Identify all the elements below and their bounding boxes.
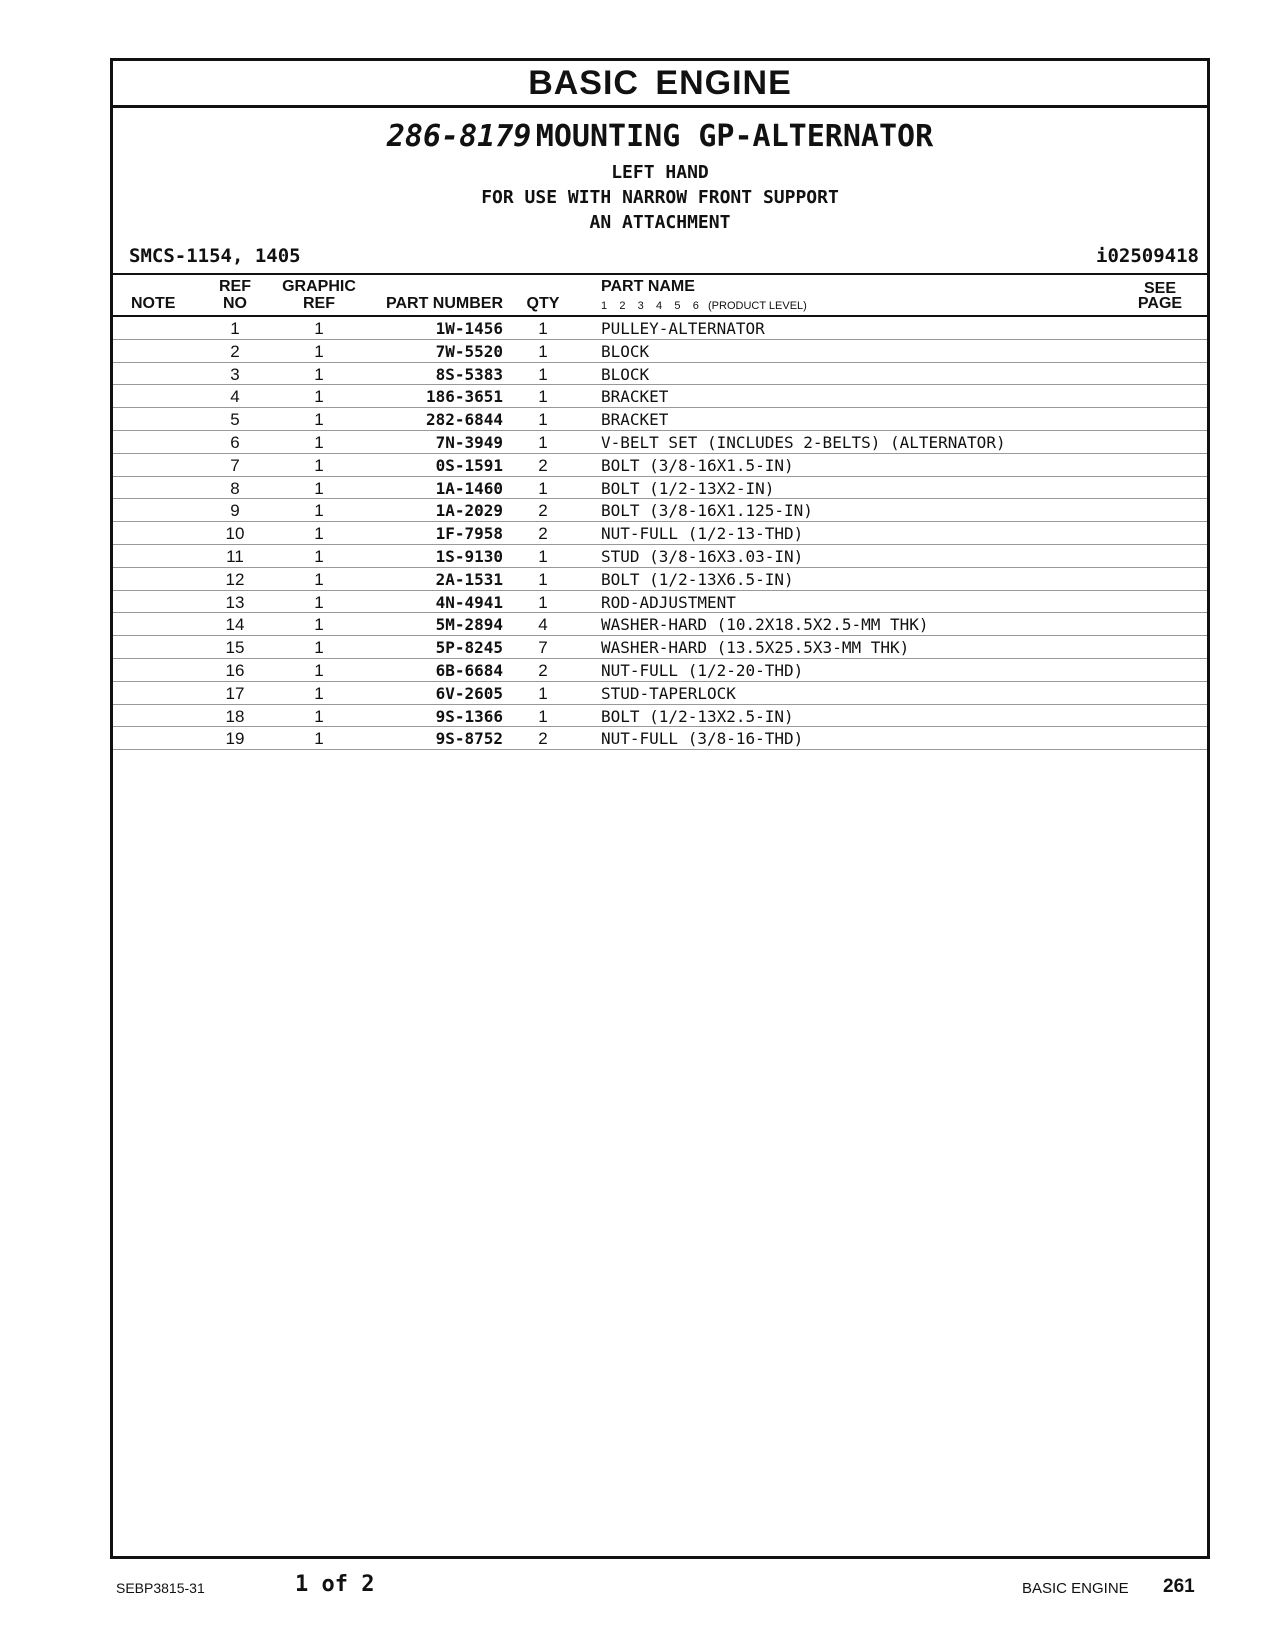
ref-no-cell: 14 [225, 615, 245, 635]
table-row [113, 385, 1207, 408]
part-number-cell: 7N-3949 [435, 432, 503, 452]
part-name-cell: NUT-FULL (3/8-16-THD) [601, 729, 804, 749]
table-row [113, 499, 1207, 522]
qty-cell: 1 [538, 364, 548, 384]
table-row [113, 568, 1207, 591]
table-row [113, 591, 1207, 614]
qty-cell: 1 [538, 432, 548, 452]
header-graphic-ref-line2: REF [303, 295, 335, 312]
part-name-cell: BOLT (3/8-16X1.125-IN) [601, 501, 813, 521]
section-title-bar [113, 61, 1207, 108]
part-name-cell: WASHER-HARD (10.2X18.5X2.5-MM THK) [601, 615, 929, 635]
page-footer [0, 1572, 1275, 1602]
graphic-ref-cell: 1 [314, 387, 324, 407]
group-title [113, 119, 1207, 160]
header-see-page-line1: SEE [1143, 280, 1176, 297]
graphic-ref-cell: 1 [314, 592, 324, 612]
part-number-cell: 1F-7958 [435, 524, 503, 544]
qty-cell: 2 [538, 455, 548, 475]
ref-no-cell: 17 [225, 683, 245, 703]
header-ref-no-line2: NO [223, 295, 247, 312]
smcs-row [113, 243, 1207, 275]
group-subtitle-1: LEFT HAND [611, 162, 709, 183]
table-row [113, 408, 1207, 431]
table-row [113, 340, 1207, 363]
ref-no-cell: 16 [225, 660, 245, 680]
part-name-cell: NUT-FULL (1/2-13-THD) [601, 524, 804, 544]
ref-no-cell: 7 [230, 455, 240, 475]
header-part-number: PART NUMBER [385, 295, 503, 312]
footer-page-of: 1 of 2 [295, 1572, 375, 1597]
group-name: MOUNTING GP-ALTERNATOR [535, 119, 934, 154]
part-name-cell: BRACKET [601, 410, 669, 430]
part-number-cell: 1S-9130 [435, 546, 503, 566]
qty-cell: 1 [538, 319, 548, 338]
table-row [113, 431, 1207, 454]
part-number-cell: 7W-5520 [435, 341, 503, 361]
graphic-ref-cell: 1 [314, 501, 324, 521]
table-row [113, 636, 1207, 659]
graphic-ref-cell: 1 [314, 478, 324, 498]
table-row [113, 613, 1207, 636]
footer-section: BASIC ENGINE [1022, 1580, 1129, 1597]
header-note: NOTE [131, 295, 176, 312]
ref-no-cell: 2 [230, 341, 240, 361]
graphic-ref-cell: 1 [314, 319, 324, 338]
ref-no-cell: 13 [225, 592, 245, 612]
part-name-cell: BLOCK [601, 341, 650, 361]
ref-no-cell: 4 [230, 387, 240, 407]
group-subtitle-2: FOR USE WITH NARROW FRONT SUPPORT [481, 187, 839, 208]
header-product-levels: 1 2 3 4 5 6 (PRODUCT LEVEL) [601, 300, 807, 312]
graphic-ref-cell: 1 [314, 615, 324, 635]
ref-no-cell: 3 [230, 364, 240, 384]
part-name-cell: PULLEY-ALTERNATOR [601, 319, 765, 338]
header-qty: QTY [526, 295, 560, 312]
qty-cell: 2 [538, 501, 548, 521]
part-number-cell: 6B-6684 [435, 660, 503, 680]
table-row [113, 545, 1207, 568]
graphic-ref-cell: 1 [314, 638, 324, 658]
table-row [113, 727, 1207, 750]
qty-cell: 1 [538, 592, 548, 612]
graphic-ref-cell: 1 [314, 524, 324, 544]
qty-cell: 2 [538, 729, 548, 749]
smcs-code: SMCS-1154, 1405 [129, 245, 301, 267]
part-number-cell: 1A-1460 [435, 478, 503, 498]
part-name-cell: BLOCK [601, 364, 650, 384]
part-number-cell: 282-6844 [425, 410, 503, 430]
graphic-ref-cell: 1 [314, 706, 324, 726]
document-id: i02509418 [1096, 245, 1199, 267]
graphic-ref-cell: 1 [314, 729, 324, 749]
part-number-cell: 2A-1531 [435, 569, 503, 589]
qty-cell: 1 [538, 387, 548, 407]
table-row [113, 454, 1207, 477]
part-name-cell: BOLT (1/2-13X2.5-IN) [601, 706, 794, 726]
header-part-name: PART NAME [601, 278, 695, 295]
part-name-cell: ROD-ADJUSTMENT [601, 592, 736, 612]
table-header [113, 275, 1207, 317]
ref-no-cell: 12 [225, 569, 245, 589]
ref-no-cell: 19 [225, 729, 245, 749]
footer-page-number: 261 [1163, 1576, 1195, 1597]
part-name-cell: NUT-FULL (1/2-20-THD) [601, 660, 804, 680]
part-name-cell: V-BELT SET (INCLUDES 2-BELTS) (ALTERNATOR) [601, 432, 1006, 452]
part-number-cell: 5M-2894 [435, 615, 503, 635]
qty-cell: 1 [538, 569, 548, 589]
table-row [113, 522, 1207, 545]
graphic-ref-cell: 1 [314, 341, 324, 361]
graphic-ref-cell: 1 [314, 432, 324, 452]
part-name-cell: STUD-TAPERLOCK [601, 683, 736, 703]
parts-table-body [113, 317, 1207, 750]
table-row [113, 682, 1207, 705]
qty-cell: 7 [538, 638, 548, 658]
qty-cell: 2 [538, 524, 548, 544]
table-row [113, 659, 1207, 682]
ref-no-cell: 10 [225, 524, 245, 544]
ref-no-cell: 1 [230, 319, 240, 338]
part-number-cell: 5P-8245 [435, 638, 503, 658]
part-number-cell: 186-3651 [425, 387, 503, 407]
page-frame [110, 58, 1210, 1559]
ref-no-cell: 15 [225, 638, 245, 658]
ref-no-cell: 5 [230, 410, 240, 430]
qty-cell: 1 [538, 410, 548, 430]
qty-cell: 2 [538, 660, 548, 680]
part-number-cell: 8S-5383 [435, 364, 503, 384]
part-number-cell: 4N-4941 [435, 592, 503, 612]
part-name-cell: BOLT (1/2-13X6.5-IN) [601, 569, 794, 589]
part-number-cell: 9S-8752 [435, 729, 503, 749]
part-name-cell: BRACKET [601, 387, 669, 407]
part-number-cell: 0S-1591 [435, 455, 503, 475]
table-row [113, 363, 1207, 386]
table-row [113, 317, 1207, 340]
graphic-ref-cell: 1 [314, 569, 324, 589]
ref-no-cell: 11 [226, 546, 244, 566]
footer-document-number: SEBP3815-31 [116, 1580, 205, 1596]
qty-cell: 1 [538, 341, 548, 361]
qty-cell: 1 [538, 683, 548, 703]
part-name-cell: BOLT (1/2-13X2-IN) [601, 478, 775, 498]
ref-no-cell: 8 [230, 478, 240, 498]
graphic-ref-cell: 1 [314, 455, 324, 475]
graphic-ref-cell: 1 [314, 410, 324, 430]
qty-cell: 4 [538, 615, 548, 635]
graphic-ref-cell: 1 [314, 683, 324, 703]
ref-no-cell: 18 [225, 706, 245, 726]
group-part-number: 286-8179 [386, 119, 532, 154]
ref-no-cell: 9 [230, 501, 240, 521]
qty-cell: 1 [538, 546, 548, 566]
part-number-cell: 1W-1456 [435, 319, 503, 338]
part-name-cell: BOLT (3/8-16X1.5-IN) [601, 455, 794, 475]
ref-no-cell: 6 [230, 432, 240, 452]
header-graphic-ref-line1: GRAPHIC [282, 278, 356, 295]
qty-cell: 1 [538, 706, 548, 726]
header-see-page-line2: PAGE [1137, 295, 1183, 312]
group-subtitle-3: AN ATTACHMENT [589, 212, 731, 233]
graphic-ref-cell: 1 [314, 546, 324, 566]
qty-cell: 1 [538, 478, 548, 498]
header-ref-no-line1: REF [219, 278, 251, 295]
graphic-ref-cell: 1 [314, 660, 324, 680]
part-number-cell: 1A-2029 [435, 501, 503, 521]
graphic-ref-cell: 1 [314, 364, 324, 384]
part-number-cell: 9S-1366 [435, 706, 503, 726]
part-name-cell: WASHER-HARD (13.5X25.5X3-MM THK) [601, 638, 910, 658]
part-name-cell: STUD (3/8-16X3.03-IN) [601, 546, 804, 566]
table-row [113, 477, 1207, 500]
section-title: BASIC ENGINE [528, 63, 792, 102]
table-row [113, 705, 1207, 728]
part-number-cell: 6V-2605 [435, 683, 503, 703]
